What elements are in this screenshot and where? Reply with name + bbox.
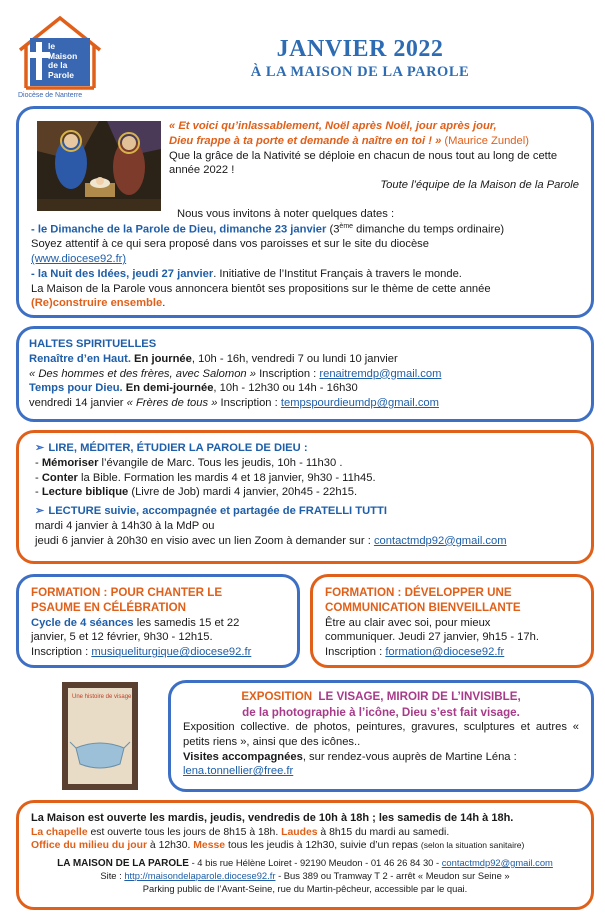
commun-c2: communiquer. Jeudi 27 janvier, 9h15 - 17h. [325, 631, 539, 644]
expo-visits: Visites accompagnées [183, 750, 303, 763]
chanter-c1: les samedis 15 et 22 [133, 616, 240, 629]
halte1-name: Renaître d’en Haut. [29, 352, 131, 365]
quote-line-1: « Et voici qu’inlassablement, Noël après Noël, jour après jour, [169, 120, 497, 132]
date1-sup: ème [339, 222, 354, 230]
footer-l2a: est ouverte tous les jours de 8h15 à 18h. [87, 826, 282, 838]
lire-l1-b: Mémoriser [41, 456, 99, 469]
intro-quote [169, 119, 579, 193]
halte1-insc: Inscription : [255, 367, 320, 380]
chanter-cycle: Cycle de 4 séances [31, 616, 134, 629]
date2-end: . [162, 297, 166, 310]
logo [14, 14, 106, 106]
logo-text-4: Parole [48, 69, 74, 80]
lire-title: LIRE, MÉDITER, ÉTUDIER LA PAROLE DE DIEU : [48, 442, 308, 454]
footer-email[interactable]: contactmdp92@gmail.com [441, 856, 553, 868]
nativity-image [37, 121, 161, 211]
footer-l3a: à 12h30. [147, 840, 194, 852]
intro-dates [31, 207, 579, 311]
title-sub: À LA MAISON DE LA PAROLE [250, 64, 470, 80]
footer-site-link[interactable]: http://maisondelaparole.diocese92.fr [124, 870, 276, 882]
chanter-c2: janvier, 5 et 12 février, 9h30 - 12h15. [31, 631, 213, 644]
footer-l3-small: (selon la situation sanitaire) [420, 840, 525, 851]
date1-title: le Dimanche de la Parole de Dieu, dimanche 23 janvier [37, 223, 327, 236]
intro-signature: Toute l’équipe de la Maison de la Parole [380, 179, 579, 192]
expo-box [168, 680, 594, 792]
footer-messe: Messe [193, 840, 226, 852]
chanter-c3: Inscription : [31, 646, 92, 659]
date1-prefix: - [31, 223, 38, 236]
commun-c1: Être au clair avec soi, pour mieux [325, 616, 491, 629]
halte2-sub: « Frères de tous » [126, 397, 218, 410]
halte2-email[interactable]: tempspourdieumdp@gmail.com [280, 397, 439, 410]
lire-box: ➢ LIRE, MÉDITER, ÉTUDIER LA PAROLE DE DIEU : - Mémoriser l’évangile de Marc. Tous les jeudis, 10h - 11h30 . - Conter la Bible. Formation les mardis 4 et 18 janvier, 9h30 - 11h45. - Lecture biblique (Livre de Job) mardi 4 janvier, 20h45 - 22h15. ➢ LECTURE suivie, accompagnée et partagée de FRATELLI TUTTI mardi 4 janvier à 14h30 à la MdP ou jeudi 6 janvier à 20h30 en visio avec un lien Zoom à demander sur : contactmdp92@gmail.com [16, 430, 594, 564]
footer-org: LA MAISON DE LA PAROLE [57, 857, 189, 869]
logo-diocese: Diocèse de Nanterre [18, 92, 83, 99]
date2-rest: . Initiative de l’Institut Français à travers le monde. [213, 267, 462, 280]
halte1-when: En journée [130, 352, 192, 365]
intro-wish: Que la grâce de la Nativité se déploie en chacun de nous tout au long de cette année 2022 ! [169, 149, 558, 177]
halte2-rest: , 10h - 12h30 ou 14h - 16h30 [213, 382, 358, 395]
footer-l3b: tous les jeudis à 12h30, suivie d’un repas [225, 840, 421, 852]
footer-box [16, 800, 594, 910]
expo-title-1: LE VISAGE, MIROIR DE L’INVISIBLE, [318, 690, 521, 703]
halte1-email[interactable]: renaitremdp@gmail.com [319, 367, 442, 380]
date1-line2: Soyez attentif à ce qui sera proposé dans vos paroisses et sur le site du diocèse [31, 238, 430, 251]
date2-line2: La Maison de la Parole vous annoncera bientôt ses propositions sur le thème de cette année [31, 282, 491, 295]
footer-transport: - Bus 389 ou Tramway T 2 - arrêt « Meudon sur Seine » [275, 870, 510, 882]
date1-rest-a: (3 [326, 223, 340, 236]
expo-email[interactable]: lena.tonnellier@free.fr [183, 765, 294, 778]
commun-title-2: COMMUNICATION BIENVEILLANTE [325, 601, 521, 615]
logo-text-2: Maison [48, 50, 78, 61]
quote-author: (Maurice Zundel) [441, 134, 529, 147]
chanter-box [16, 574, 300, 668]
halte1-sub: « Des hommes et des frères, avec Salomon » [29, 367, 256, 380]
lire-l2-b: Conter [41, 471, 78, 484]
lire-l3-b: Lecture biblique [41, 486, 129, 499]
commun-box [310, 574, 594, 668]
halte2-name: Temps pour Dieu. [29, 382, 123, 395]
expo-text: Exposition collective. de photos, peintures, gravures, sculptures et autres « petits riens », ainsi que des icônes.. [183, 721, 579, 748]
date1-rest-b: dimanche du temps ordinaire) [353, 223, 505, 236]
logo-text-1: le [48, 41, 56, 51]
date2-title: la Nuit des Idées, jeudi 27 janvier [37, 267, 214, 280]
footer-hours: La Maison est ouverte les mardis, jeudis, vendredis de 10h à 18h ; les samedis de 14h à 18h. [31, 812, 514, 824]
commun-c3: Inscription : [325, 646, 386, 659]
lire-l1: l’évangile de Marc. Tous les jeudis, 10h - 11h30 . [98, 456, 343, 469]
chanter-title-1: FORMATION : POUR CHANTER LE [31, 586, 223, 599]
halte2-when: En demi-journée [122, 382, 214, 395]
lire-email[interactable]: contactmdp92@gmail.com [373, 534, 507, 547]
halte2-insc: Inscription : [217, 397, 281, 410]
halte2-day: vendredi 14 janvier [29, 397, 127, 410]
expo-visits-rest: , sur rendez-vous auprès de Martine Léna : [302, 750, 517, 763]
expo-label: EXPOSITION [241, 690, 313, 703]
footer-l2b: à 8h15 du mardi au samedi. [317, 826, 450, 838]
footer-office: Office du milieu du jour [31, 840, 148, 852]
footer-site-label: Site : [100, 870, 125, 882]
expo-title-2: de la photographie à l’icône, Dieu s’est fait visage. [242, 705, 520, 719]
year-theme: (Re)construire ensemble [31, 297, 163, 310]
commun-email[interactable]: formation@diocese92.fr [385, 646, 505, 659]
lire-l4: mardi 4 janvier à 14h30 à la MdP ou [35, 519, 215, 532]
expo-poster-image [62, 682, 138, 790]
haltes-box [16, 326, 594, 422]
chanter-email[interactable]: musiqueliturgique@diocese92.fr [91, 646, 252, 659]
date2-prefix: - [31, 267, 38, 280]
intro-invite: Nous vous invitons à noter quelques dates : [177, 208, 395, 220]
logo-text-3: de la [48, 60, 68, 70]
expo-image-caption: Une histoire de visage [72, 694, 132, 700]
footer-chapel: La chapelle [31, 826, 88, 838]
lire-l3: (Livre de Job) mardi 4 janvier, 20h45 - 22h15. [128, 486, 358, 499]
haltes-title: HALTES SPIRITUELLES [29, 338, 157, 350]
chanter-title-2: PSAUME EN CÉLÉBRATION [31, 601, 187, 615]
diocese-link[interactable]: (www.diocese92.fr) [31, 253, 127, 266]
footer-parking: Parking public de l’Avant-Seine, rue du Martin-pêcheur, accessible par le quai. [142, 882, 468, 894]
lire-l2: la Bible. Formation les mardis 4 et 18 janvier, 9h30 - 11h45. [77, 471, 376, 484]
arrow-icon: ➢ [35, 505, 45, 518]
page-title [160, 36, 560, 81]
commun-title-1: FORMATION : DÉVELOPPER UNE [325, 586, 512, 599]
lire-l5: jeudi 6 janvier à 20h30 en visio avec un lien Zoom à demander sur : [35, 534, 374, 547]
quote-line-2: Dieu frappe à ta porte et demande à naître en toi ! » [169, 134, 442, 147]
lire-title2: LECTURE suivie, accompagnée et partagée de FRATELLI TUTTI [48, 505, 387, 518]
title-main: JANVIER 2022 [276, 36, 444, 62]
footer-laudes: Laudes [281, 826, 318, 838]
halte1-rest: , 10h - 16h, vendredi 7 ou lundi 10 janvier [191, 352, 398, 365]
arrow-icon: ➢ [35, 442, 45, 454]
intro-box [16, 106, 594, 318]
footer-address: - 4 bis rue Hélène Loiret - 92190 Meudon - 01 46 26 84 30 - [188, 856, 442, 868]
